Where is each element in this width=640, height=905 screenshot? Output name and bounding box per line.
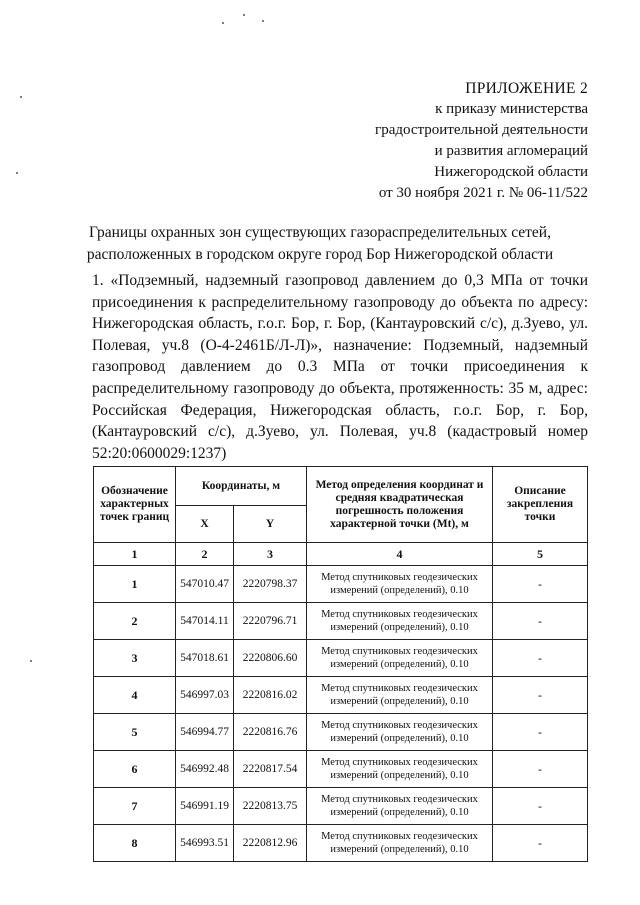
table-row (94, 603, 588, 640)
coord-y: 2220812.96 (234, 825, 307, 862)
method-cell: Метод спутниковых геодезических измерений (определений), 0.10 (307, 825, 493, 862)
scan-speck (262, 20, 264, 22)
coord-y: 2220817.54 (234, 751, 307, 788)
method-cell: Метод спутниковых геодезических измерений (определений), 0.10 (307, 751, 493, 788)
coordinates-table (93, 466, 588, 862)
point-number: 2 (94, 603, 176, 640)
point-number: 8 (94, 825, 176, 862)
column-number: 1 (94, 543, 176, 566)
coord-x: 546997.03 (176, 677, 234, 714)
coord-y: 2220798.37 (234, 566, 307, 603)
table-row (94, 566, 588, 603)
method-cell: Метод спутниковых геодезических измерений (определений), 0.10 (307, 788, 493, 825)
coord-y: 2220816.76 (234, 714, 307, 751)
description-cell: - (493, 751, 588, 788)
description-cell: - (493, 566, 588, 603)
coord-x: 547010.47 (176, 566, 234, 603)
header-method: Метод определения координат и средняя квадратическая погрешность положения характерной точки (Mt), м (307, 467, 493, 543)
column-number: 4 (307, 543, 493, 566)
coord-y: 2220813.75 (234, 788, 307, 825)
point-number: 1 (94, 566, 176, 603)
description-cell: - (493, 714, 588, 751)
scan-speck (20, 96, 22, 98)
coord-x: 546994.77 (176, 714, 234, 751)
appendix-line: к приказу министерства (435, 101, 588, 117)
coord-y: 2220796.71 (234, 603, 307, 640)
point-number: 4 (94, 677, 176, 714)
title-line: расположенных в городском округе город Бор Нижегородской области (86, 246, 554, 263)
table-row (94, 677, 588, 714)
appendix-line: и развития агломераций (434, 143, 588, 159)
description-cell: - (493, 825, 588, 862)
coord-y: 2220806.60 (234, 640, 307, 677)
table-row (94, 714, 588, 751)
header-desc: Описание закрепления точки (493, 467, 588, 543)
method-cell: Метод спутниковых геодезических измерений (определений), 0.10 (307, 714, 493, 751)
table-row (94, 640, 588, 677)
column-number: 3 (234, 543, 307, 566)
appendix-line: градостроительной деятельности (375, 122, 588, 138)
method-cell: Метод спутниковых геодезических измерений (определений), 0.10 (307, 677, 493, 714)
object-description: 1. «Подземный, надземный газопровод давлением до 0,3 МПа от точки присоединения к распределительному газопроводу до объекта по адресу: Нижегородская область, г.о.г. Бор, г. Бор, (Кантауровский с/с), д.Зуево, ул. Полевая, уч.8 (О-4-2461Б/Л-Л)», назначение: Подземный, надземный газопровод давлением до 0.3 МПа от точки присоединения к распределительному газопроводу до объекта, протяженность: 35 м, адрес: Российская Федерация, Нижегородская область, г.о.г. Бор, г. Бор, (Кантауровский с/с), д.Зуево, ул. Полевая, уч.8 (кадастровый номер 52:20:0600029:1237) (92, 272, 588, 462)
table-row (94, 825, 588, 862)
description-cell: - (493, 640, 588, 677)
scan-speck (243, 14, 245, 16)
point-number: 5 (94, 714, 176, 751)
description-cell: - (493, 677, 588, 714)
coord-x: 546993.51 (176, 825, 234, 862)
method-cell: Метод спутниковых геодезических измерений (определений), 0.10 (307, 566, 493, 603)
scan-speck (222, 22, 224, 24)
coord-x: 546992.48 (176, 751, 234, 788)
appendix-header (375, 78, 588, 204)
table-row (94, 788, 588, 825)
description-cell: - (493, 603, 588, 640)
scan-speck (30, 660, 32, 662)
coord-x: 546991.19 (176, 788, 234, 825)
scan-speck (16, 172, 18, 174)
header-points: Обозначение характерных точек границ (94, 467, 176, 543)
point-number: 6 (94, 751, 176, 788)
point-number: 3 (94, 640, 176, 677)
coord-x: 547018.61 (176, 640, 234, 677)
coord-x: 547014.11 (176, 603, 234, 640)
header-coords: Координаты, м (176, 467, 307, 506)
title-line: Границы охранных зон существующих газораспределительных сетей, (89, 224, 551, 241)
header-x: X (176, 506, 234, 543)
header-y: Y (234, 506, 307, 543)
method-cell: Метод спутниковых геодезических измерений (определений), 0.10 (307, 640, 493, 677)
column-number: 5 (493, 543, 588, 566)
coord-y: 2220816.02 (234, 677, 307, 714)
appendix-line: от 30 ноября 2021 г. № 06-11/522 (378, 185, 588, 201)
document-title (60, 222, 580, 266)
table-row (94, 751, 588, 788)
point-number: 7 (94, 788, 176, 825)
column-number: 2 (176, 543, 234, 566)
method-cell: Метод спутниковых геодезических измерений (определений), 0.10 (307, 603, 493, 640)
appendix-line: Нижегородской области (434, 164, 588, 180)
appendix-label: ПРИЛОЖЕНИЕ 2 (465, 80, 588, 97)
description-cell: - (493, 788, 588, 825)
